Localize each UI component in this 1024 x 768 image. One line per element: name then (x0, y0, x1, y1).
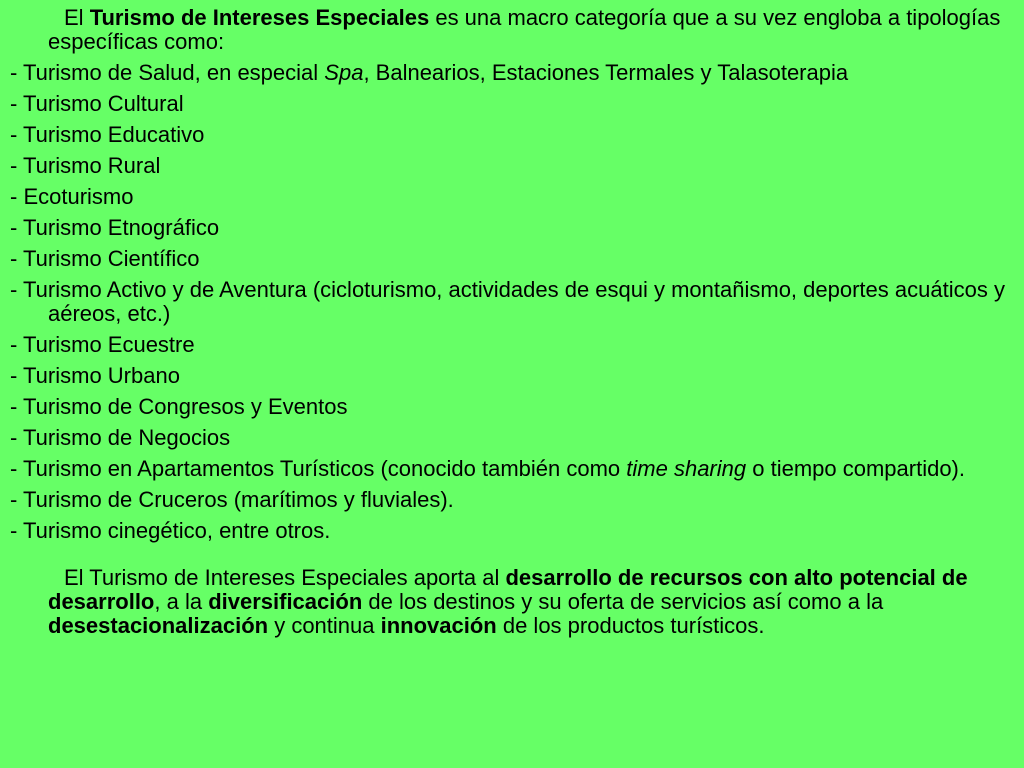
list-item-italic: time sharing (626, 456, 747, 481)
intro-text-after: es una macro categoría que a su vez engloba a tipologías específicas como: (48, 5, 1001, 54)
list-item-text-after: , Balnearios, Estaciones Termales y Talasoterapia (363, 60, 849, 85)
list-item (10, 395, 1018, 419)
tourism-types-list (10, 61, 1018, 543)
list-item-italic: Spa (324, 60, 364, 85)
list-item-text: - Turismo de Negocios (10, 425, 231, 450)
list-item-text: - Turismo Educativo (10, 122, 205, 147)
list-item-text: - Turismo Rural (10, 153, 161, 178)
closing-text-1: El Turismo de Intereses Especiales aporta al (64, 565, 506, 590)
closing-text-3: de los destinos y su oferta de servicios así como a la (362, 589, 884, 614)
closing-text-5: de los productos turísticos. (496, 613, 765, 638)
list-item-text: - Turismo Activo y de Aventura (cicloturismo, actividades de esqui y montañismo, deportes acuáticos y aéreos, etc.) (10, 277, 1005, 326)
intro-text-before: El (64, 5, 90, 30)
list-item-text: - Turismo Etnográfico (10, 215, 220, 240)
list-item (10, 61, 1018, 85)
list-item-text: - Turismo de Cruceros (marítimos y fluviales). (10, 487, 454, 512)
closing-bold-1: desarrollo de recursos con alto potencial de desarrollo (48, 565, 968, 614)
list-item-text: - Turismo de Salud, en especial (10, 60, 325, 85)
list-item-text: - Turismo de Congresos y Eventos (10, 394, 348, 419)
list-item-text: - Turismo Ecuestre (10, 332, 195, 357)
list-item-text: - Turismo Urbano (10, 363, 180, 388)
list-item (10, 364, 1018, 388)
list-item (10, 247, 1018, 271)
list-item (10, 92, 1018, 116)
list-item (10, 154, 1018, 178)
list-item (10, 488, 1018, 512)
list-item (10, 519, 1018, 543)
list-item (10, 185, 1018, 209)
list-item (10, 333, 1018, 357)
list-item-text: - Turismo Cultural (10, 91, 184, 116)
closing-paragraph (10, 566, 1018, 638)
list-item (10, 457, 1018, 481)
closing-text-4: y continua (268, 613, 381, 638)
list-item-text: - Turismo cinegético, entre otros. (10, 518, 331, 543)
intro-paragraph (10, 0, 1018, 54)
list-item-text: - Turismo en Apartamentos Turísticos (conocido también como (10, 456, 627, 481)
list-item-text: - Ecoturismo (10, 184, 134, 209)
closing-bold-4: innovación (380, 613, 497, 638)
list-item-text: - Turismo Científico (10, 246, 200, 271)
list-item-text-after: o tiempo compartido). (746, 456, 965, 481)
closing-text-2: , a la (154, 589, 209, 614)
closing-bold-2: diversificación (208, 589, 363, 614)
intro-bold-term: Turismo de Intereses Especiales (89, 5, 430, 30)
list-item (10, 123, 1018, 147)
list-item (10, 278, 1018, 326)
list-item (10, 216, 1018, 240)
list-item (10, 426, 1018, 450)
closing-bold-3: desestacionalización (48, 613, 269, 638)
